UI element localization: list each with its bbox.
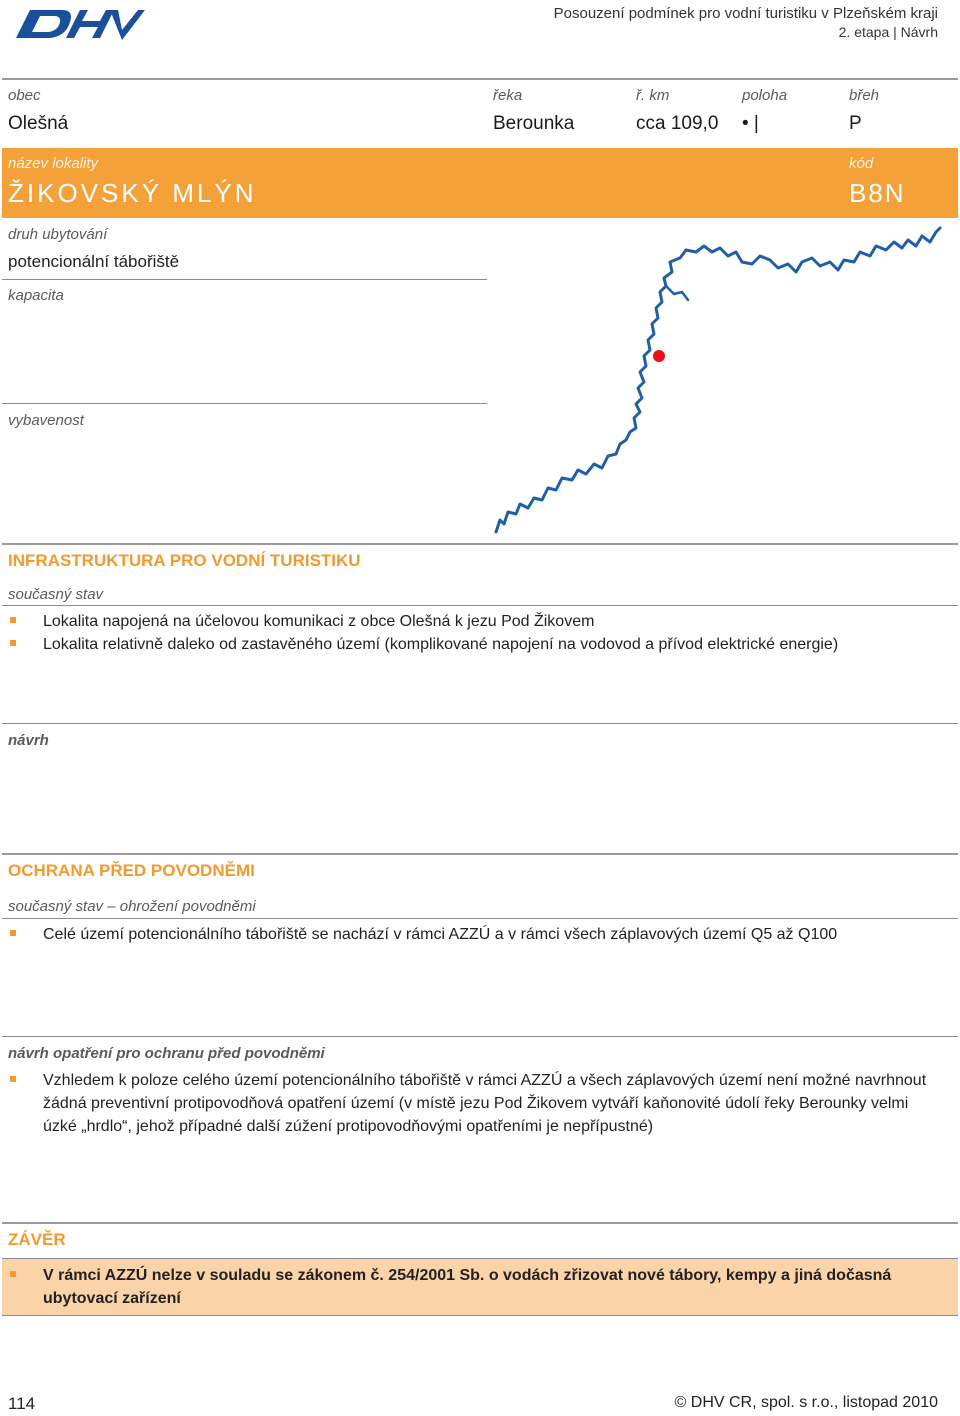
dhv-logo xyxy=(10,2,145,46)
breh-label: břeh xyxy=(849,87,880,104)
copyright: © DHV CR, spol. s r.o., listopad 2010 xyxy=(674,1394,938,1411)
doc-title: Posouzení podmínek pro vodní turistiku v Plzeňském kraji xyxy=(553,5,938,22)
obec-label: obec xyxy=(8,87,41,104)
rkm-value: cca 109,0 xyxy=(636,113,719,134)
poloha-value: • | xyxy=(742,113,759,134)
bullet-square-icon xyxy=(10,1271,16,1277)
flood-title: OCHRANA PŘED POVODNĚMI xyxy=(8,861,255,880)
flood-measures-label: návrh opatření pro ochranu před povodněmi xyxy=(8,1045,325,1062)
flood-current-divider xyxy=(2,918,958,919)
breh-value: P xyxy=(849,113,862,134)
flood-measures-line-3: úzké „hrdlo“, jehož případné další zúžení protipovodňovými opatřeními je nepřípustné) xyxy=(43,1118,654,1135)
flood-measures-line-2: žádná preventivní protipovodňová opatření území (v místě jezu Pod Žikovem vytváří kaňonovité údolí řeky Berounky velmi xyxy=(43,1095,909,1112)
river-map-icon xyxy=(490,222,950,540)
poloha-label: poloha xyxy=(742,87,788,104)
header-divider xyxy=(2,78,958,80)
infra-current-divider xyxy=(2,605,958,606)
infra-current-label: současný stav xyxy=(8,586,104,603)
location-marker-icon xyxy=(653,350,665,362)
river-map xyxy=(490,222,950,540)
flood-measures-divider xyxy=(2,1036,958,1037)
flood-top-divider xyxy=(2,853,958,855)
flood-measures-line-1: Vzhledem k poloze celého území potencionálního tábořiště v rámci AZZÚ a všech záplavových území není možné navrhnout xyxy=(43,1072,927,1089)
druh-value: potencionální tábořiště xyxy=(8,252,180,271)
bullet-square-icon xyxy=(10,930,16,936)
kapacita-divider xyxy=(2,403,487,404)
infra-title: INFRASTRUKTURA PRO VODNÍ TURISTIKU xyxy=(8,551,361,570)
infra-proposal-label: návrh xyxy=(8,732,49,749)
rkm-label: ř. km xyxy=(636,87,670,104)
bullet-square-icon xyxy=(10,617,16,623)
vybavenost-label: vybavenost xyxy=(8,412,84,429)
locality-code: B8N xyxy=(849,178,906,208)
infra-proposal-divider xyxy=(2,723,958,724)
conclusion-line-1: V rámci AZZÚ nelze v souladu se zákonem č. 254/2001 Sb. o vodách zřizovat nové tábory, kempy a jiná dočasná xyxy=(43,1267,892,1284)
kod-label: kód xyxy=(849,155,874,172)
bullet-square-icon xyxy=(10,1076,16,1082)
reka-value: Berounka xyxy=(493,113,575,134)
druh-divider xyxy=(2,279,487,280)
bullet-square-icon xyxy=(10,640,16,646)
druh-label: druh ubytování xyxy=(8,226,108,243)
kapacita-label: kapacita xyxy=(8,287,64,304)
page-number: 114 xyxy=(8,1394,36,1413)
infra-item-1: Lokalita napojená na účelovou komunikaci z obce Olešná k jezu Pod Žikovem xyxy=(43,613,595,630)
reka-label: řeka xyxy=(493,87,523,104)
infra-top-divider xyxy=(2,543,958,545)
obec-value: Olešná xyxy=(8,113,69,134)
doc-subtitle: 2. etapa | Návrh xyxy=(838,24,938,40)
locality-name: ŽIKOVSKÝ MLÝN xyxy=(8,178,257,208)
dhv-logo-icon xyxy=(10,2,145,46)
flood-current-label: současný stav – ohrožení povodněmi xyxy=(8,898,256,915)
nazev-label: název lokality xyxy=(8,155,99,172)
conclusion-top-divider xyxy=(2,1222,958,1224)
infra-item-2: Lokalita relativně daleko od zastavěného území (komplikované napojení na vodovod a přívod elektrické energie) xyxy=(43,636,839,653)
conclusion-title: ZÁVĚR xyxy=(8,1230,66,1249)
flood-item-1: Celé území potencionálního tábořiště se nachází v rámci AZZÚ a v rámci všech záplavových území Q5 až Q100 xyxy=(43,926,838,943)
conclusion-line-2: ubytovací zařízení xyxy=(43,1290,181,1307)
